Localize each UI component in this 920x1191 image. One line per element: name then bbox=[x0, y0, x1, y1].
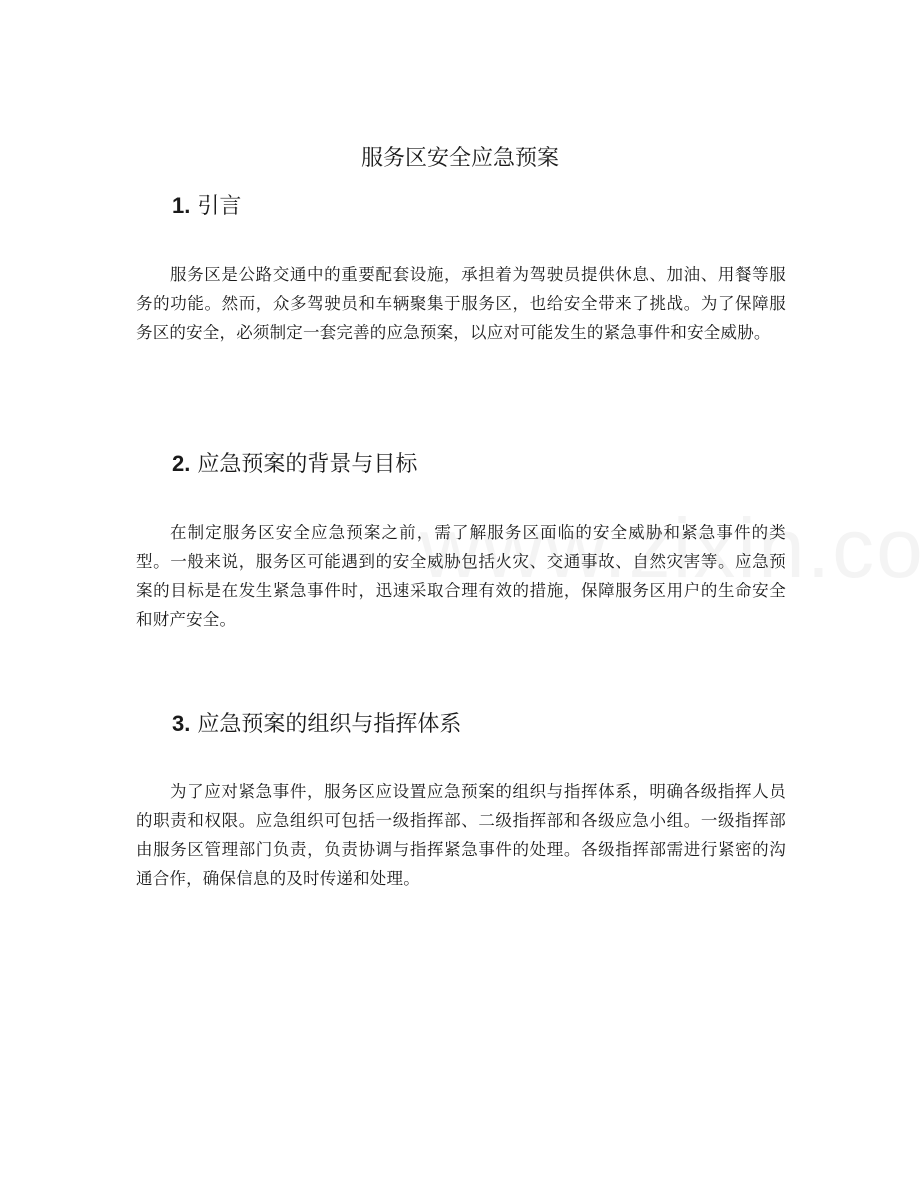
section-1-heading bbox=[172, 190, 241, 223]
section-3-number: 3. bbox=[172, 711, 191, 736]
section-2-number: 2. bbox=[172, 451, 191, 476]
section-2-title: 应急预案的背景与目标 bbox=[197, 452, 418, 477]
section-1-number: 1. bbox=[172, 193, 191, 218]
section-3-heading bbox=[172, 708, 461, 741]
section-2-heading bbox=[172, 448, 417, 481]
section-2-paragraph: 在制定服务区安全应急预案之前，需了解服务区面临的安全威胁和紧急事件的类型。一般来说，服务区可能遇到的安全威胁包括火灾、交通事故、自然灾害等。应急预案的目标是在发生紧急事件时，迅速采取合理有效的措施，保障服务区用户的生命安全和财产安全。 bbox=[136, 523, 786, 629]
section-1-title: 引言 bbox=[197, 194, 242, 219]
section-1-paragraph: 服务区是公路交通中的重要配套设施，承担着为驾驶员提供休息、加油、用餐等服务的功能。然而，众多驾驶员和车辆聚集于服务区，也给安全带来了挑战。为了保障服务区的安全，必须制定一套完善的应急预案，以应对可能发生的紧急事件和安全威胁。 bbox=[136, 265, 786, 342]
section-3-title: 应急预案的组织与指挥体系 bbox=[197, 712, 462, 737]
section-3-paragraph: 为了应对紧急事件，服务区应设置应急预案的组织与指挥体系，明确各级指挥人员的职责和权限。应急组织可包括一级指挥部、二级指挥部和各级应急小组。一级指挥部由服务区管理部门负责，负责协调与指挥紧急事件的处理。各级指挥部需进行紧密的沟通合作，确保信息的及时传递和处理。 bbox=[136, 782, 786, 888]
document-title: 服务区安全应急预案 bbox=[360, 146, 559, 171]
